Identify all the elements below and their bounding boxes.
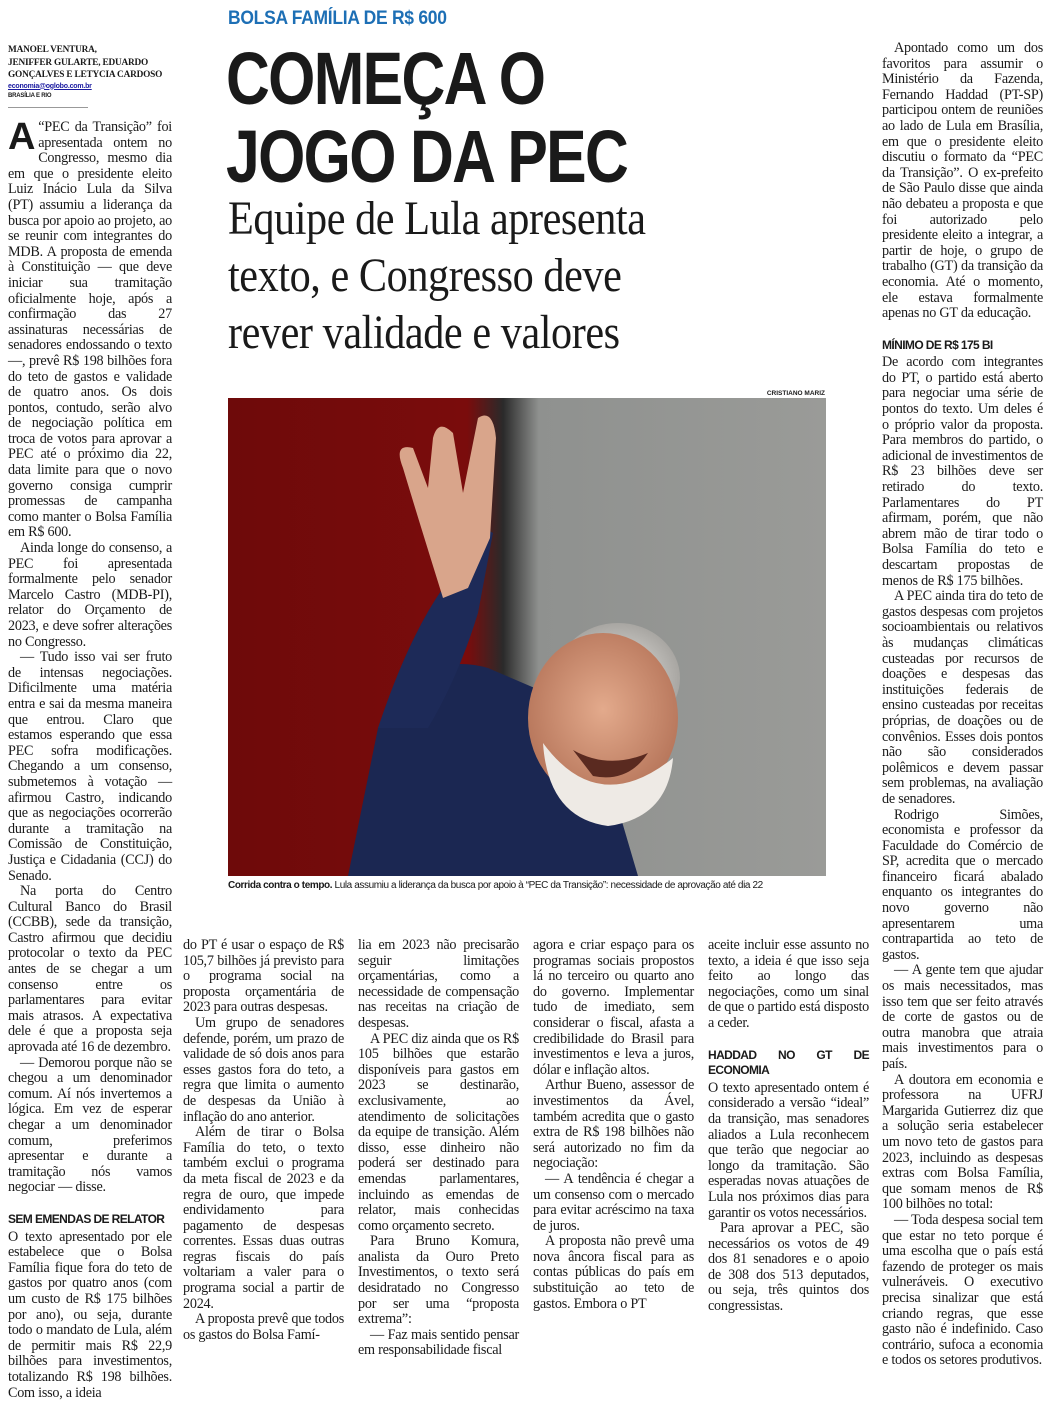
author-line: JENIFFER GULARTE, EDUARDO [8,57,149,68]
paragraph: Arthur Bueno, assessor de investimentos da Ável, também acredita que o gasto extra de R$ 198 bilhões não será autorizado no fim da negociação: [533,1077,694,1172]
paragraph: A PEC diz ainda que os R$ 105 bilhões que estarão disponíveis para gastos em 2023 se destinarão, exclusivamente, ao atendimento de solicitações da equipe de transição. Além disso, esse dinheiro não poderá ser destinado para emendas parlamentares, incluindo as emendas de relator, mais conhecidas como orçamento secreto. [358,1030,519,1234]
subheading: HADDAD NO GT DE ECONOMIA [708,1047,869,1078]
paragraph: Rodrigo Simões, economista e professor da Faculdade do Comércio de SP, acredita que o mercado financeiro ficará abalado enquanto os integrantes do novo governo não apresentarem uma contrapartida ao teto de gastos. [882,806,1043,963]
dateline-place: BRASÍLIA E RIO [8,92,52,99]
paragraph: Ainda longe do consenso, a PEC foi apresentada formalmente pelo senador Marcelo Castro (MDB-PI), relator do Orçamento de 2023, e deve sofrer alterações no Congresso. [8,540,172,650]
paragraph: agora e criar espaço para os programas sociais propostos lá no terceiro ou quarto ano do governo. Implementar tudo de imediato, sem considerar o fiscal, afasta a credibilidade do Brasil para investimentos e leva a juros, dólar e inflação altos. [533,937,694,1078]
paragraph: Um grupo de senadores defende, porém, um prazo de validade de só dois anos para esses gastos fora do teto, a regra que limita o aumento de despesas da União à inflação do ano anterior. [183,1014,344,1125]
article-column-3 [358,938,519,1359]
photo-illustration [228,398,826,876]
paragraph: Além de tirar o Bolsa Família do teto, o texto também exclui o programa da meta fiscal de 2023 e da regra de ouro, que impede endividamento para pagamento de despesas correntes. Essas duas outras regras fiscais do país voltariam a valer para o programa social a partir de 2024. [183,1124,344,1312]
paragraph: — Tudo isso vai ser fruto de intensas negociações. Dificilmente uma matéria entra e sai da mesma maneira que entrou. Claro que estamos esperando que essa PEC sofra modificações. Chegando a um consenso, submetemos à votação — afirmou Castro, indicando que as negociações ocorrerão durante a tramitação na Comissão de Constituição, Justiça e Cidadania (CCJ) do Senado. [8,649,172,884]
paragraph: aceite incluir esse assunto no texto, a ideia é que isso seja feito ao longo das negociações, como um sinal de que o partido está disposto a ceder. [708,937,869,1031]
subheadline [228,190,774,361]
byline [8,44,173,101]
paragraph: lia em 2023 não precisarão seguir limitações orçamentárias, como a necessidade de compensação nas receitas na criação de despesas. [358,937,519,1031]
subheading: SEM EMENDAS DE RELATOR [8,1211,165,1226]
paragraph: A PEC ainda tira do teto de gastos despesas com projetos socioambientais ou relativos às mudanças climáticas custeadas por recursos de doações e despesas das instituições federais de ensino custeadas por receitas próprias, de doações ou de convênios. Esses dois pontos não são considerados polêmicos e devem passar sem problemas, na avaliação de senadores. [882,588,1043,807]
photo-caption [228,880,828,891]
paragraph: Para aprovar a PEC, são necessários os votos de 49 dos 81 senadores e o apoio de 308 dos 513 deputados, ou seja, três quintos dos congressistas. [708,1220,869,1315]
caption-lead: Corrida contra o tempo. [228,880,333,891]
paragraph: A doutora em economia e professora na UFRJ Margarida Gutierrez diz que a solução seria estabelecer um novo teto de gastos para 2023, incluindo as despesas extras com Bolsa Família, que somam menos de R$ 100 bilhões no total: [882,1071,1043,1213]
drop-cap: A [8,116,36,158]
article-column-6 [882,41,1043,1369]
author-line: GONÇALVES E LETYCIA CARDOSO [8,70,163,80]
section-kicker: BOLSA FAMÍLIA DE R$ 600 [228,8,447,29]
paragraph: Para Bruno Komura, analista da Ouro Preto Investimentos, o texto será desidratado no Congresso por ser uma “proposta extrema”: [358,1233,519,1328]
deck-line: texto, e Congresso deve [228,249,622,302]
paragraph: do PT é usar o espaço de R$ 105,7 bilhões já previsto para o programa social na proposta orçamentária de 2023 para outras despesas. [183,937,344,1016]
deck-line: Equipe de Lula apresenta [228,192,646,245]
paragraph: — A gente tem que ajudar os mais necessitados, mas isso tem que ser feito através de corte de gastos ou de outra manobra que atraia mais investimentos para o país. [882,962,1043,1072]
headline-line: JOGO DA PEC [226,115,628,198]
subheading: MÍNIMO DE R$ 175 BI [882,337,993,352]
paragraph: Na porta do Centro Cultural Banco do Brasil (CCBB), sede da transição, Castro afirmou que decidiu protocolar o texto da PEC antes de se chegar a um consenso entre os parlamentares para evitar mais atrasos. A expectativa dele é que a proposta seja aprovada até 16 de dezembro. [8,883,172,1056]
paragraph: A proposta não prevê uma nova âncora fiscal para as contas públicas do país em substituição ao teto de gastos. Embora o PT [533,1233,694,1312]
paragraph: “PEC da Transição” foi apresentada ontem no Congresso, mesmo dia em que o presidente eleito Luiz Inácio Lula da Silva (PT) assumiu a liderança da busca por apoio ao projeto, ao se reunir com integrantes do MDB. A proposta de emenda à Constituição — que deve iniciar sua tramitação oficialmente hoje, após a confirmação das 27 assinaturas necessárias de senadores endossando o texto —, prevê R$ 198 bilhões fora do teto de gastos e validade de quatro anos. Os dois pontos, contudo, serão alvo de negociação política em troca de votos para aprovar a PEC até o próximo dia 22, data limite para que o novo governo consiga cumprir promessas de campanha como manter o Bolsa Família em R$ 600. [8,119,172,541]
caption-text: Lula assumiu a liderança da busca por apoio à “PEC da Transição”: necessidade de aprovação até dia 22 [332,880,763,891]
photo-credit: CRISTIANO MARIZ [766,390,825,397]
article-column-5 [708,938,869,1315]
deck-line: rever validade e valores [228,306,620,359]
article-column-1 [8,116,172,1401]
paragraph: O texto apresentado ontem é considerado a versão “ideal” da transição, mas senadores aliados a Lula reconhecem que terão que negociar ao longo da tramitação. São esperadas novas atuações de Lula nos próximos dias para garantir os votos necessários. [708,1079,869,1221]
news-photo [228,398,826,876]
author-email-link[interactable]: economia@oglobo.com.br [8,82,92,90]
paragraph: Apontado como um dos favoritos para assumir o Ministério da Fazenda, Fernando Haddad (PT-SP) participou ontem de reuniões ao lado de Lula em Brasília, em que o presidente eleito discutiu o formato da “PEC da Transição”. O ex-prefeito de São Paulo disse que ainda não debateu a proposta e que foi autorizado pelo presidente eleito a integrar, a partir de hoje, o grupo de trabalho (GT) da transição da economia. Até o momento, ele estava formalmente apenas no GT da educação. [882,40,1043,322]
paragraph: — A tendência é chegar a um consenso com o mercado para evitar acréscimo na taxa de juros. [533,1170,694,1234]
article-column-4 [533,938,694,1312]
paragraph: — Faz mais sentido pensar em responsabilidade fiscal [358,1326,519,1359]
paragraph: — Toda despesa social tem que estar no teto porque é uma escolha que o país está fazendo de proteger os mais vulneráveis. O executivo precisa sinalizar que está criando regras, que esse gasto não é indefinido. Caso contrário, sufoca a economia e todos os setores produtivos. [882,1211,1043,1369]
article-column-2 [183,938,344,1343]
headline [226,37,628,198]
paragraph: A proposta prevê que todos os gastos do Bolsa Famí- [183,1311,344,1343]
paragraph: O texto apresentado por ele estabelece que o Bolsa Família fique fora do teto de gastos por quatro anos (com um custo de R$ 175 bilhões por ano), ou seja, durante todo o mandato de Lula, além de permitir mais R$ 22,9 bilhões para investimentos, totalizando R$ 198 bilhões. Com isso, a ideia [8,1228,172,1401]
byline-divider [8,107,88,108]
paragraph: De acordo com integrantes do PT, o partido está aberto para negociar uma série de pontos do texto. Um deles é o próprio valor da proposta. Para membros do partido, o adicional de investimentos de R$ 23 bilhões deve ser retirado do texto. Parlamentares do PT afirmam, porém, que não abrem mão de tirar todo o Bolsa Família do teto e descartam propostas de menos de R$ 175 bilhões. [882,354,1043,589]
paragraph: — Demorou porque não se chegou a um denominador comum. Aí nós invertemos a lógica. Em vez de esperar chegar a um denominador comum, preferimos apresentar e durante a tramitação nós vamos negociar — disse. [8,1054,172,1196]
headline-line: COMEÇA O [226,37,545,120]
author-line: MANOEL VENTURA, [8,45,97,55]
